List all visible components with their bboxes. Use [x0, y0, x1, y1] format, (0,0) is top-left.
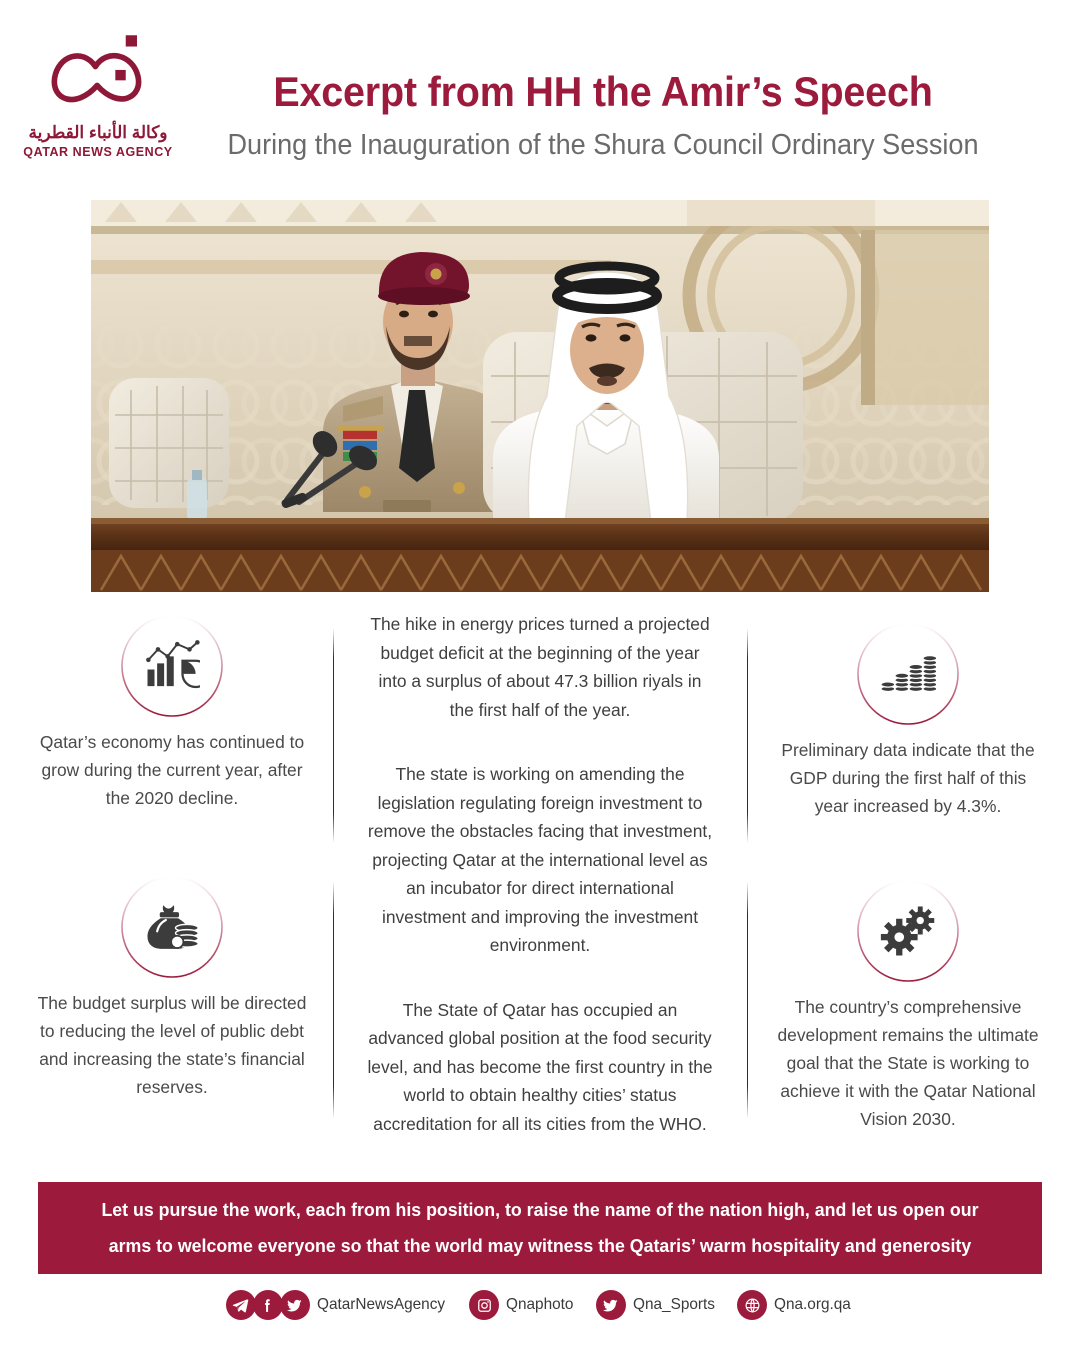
fact-card-budget-surplus — [22, 875, 322, 1102]
right-column — [758, 610, 1058, 1130]
fact-card-vision-2030 — [758, 879, 1058, 1134]
logo-arabic-text: وكالة الأنباء القطرية — [28, 123, 168, 142]
quote-text: Let us pursue the work, each from his position, to raise the name of the nation high, and let us open our arms to welcome everyone so that the world may witness the Qataris’ warm hospitality and generosity — [101, 1199, 979, 1256]
page-subtitle: During the Inauguration of the Shura Council Ordinary Session — [227, 129, 979, 162]
amir-speech-photo — [91, 200, 989, 592]
center-paragraph-investment: The state is working on amending the legislation regulating foreign investment to remove the obstacles facing that investment, projecting Qatar at the international level as an incubator for direct international investment and improving the investment environment. — [367, 764, 713, 956]
title-block — [196, 22, 1080, 164]
instagram-icon[interactable] — [469, 1290, 499, 1320]
fact-text: Preliminary data indicate that the GDP during the first half of this year increased by 4.3%. — [781, 740, 1035, 817]
rising-coin-stacks-glyph — [856, 622, 960, 726]
social-group-qatarnewsagency[interactable] — [226, 1290, 450, 1320]
social-group-qnaphoto[interactable] — [469, 1290, 576, 1320]
divider-segment — [333, 881, 334, 1119]
fact-text: Qatar’s economy has continued to grow during the current year, after the 2020 decline. — [39, 732, 305, 809]
twitter-icon[interactable] — [596, 1290, 626, 1320]
divider-gap — [747, 843, 748, 881]
gears-glyph — [856, 879, 960, 983]
bar-chart-pie-glyph — [120, 614, 224, 718]
social-label: Qnaphoto — [506, 1296, 574, 1313]
center-paragraph-energy: The hike in energy prices turned a projected budget deficit at the beginning of the year into a surplus of about 47.3 billion riyals in the first half of the year. — [370, 614, 710, 720]
photo-illustration — [91, 200, 989, 592]
globe-icon[interactable] — [737, 1290, 767, 1320]
social-label: Qna_Sports — [632, 1296, 715, 1313]
content-grid — [0, 592, 1080, 1134]
facebook-icon[interactable] — [253, 1290, 283, 1320]
center-paragraph-food-security: The State of Qatar has occupied an advanced global position at the food security level, and has become the first country in the world to obtain healthy cities’ status accreditation for all its cities from the WHO. — [367, 999, 713, 1134]
bar-chart-pie-icon — [120, 614, 224, 718]
quote-banner — [38, 1182, 1042, 1274]
fact-card-economy — [22, 614, 322, 813]
fact-text: The country’s comprehensive development remains the ultimate goal that the State is working to achieve it with the Qatar National Vision 2030. — [777, 996, 1039, 1130]
divider-segment — [747, 881, 748, 1119]
fact-text: The budget surplus will be directed to reducing the level of public debt and increasing the state’s financial reserves. — [37, 992, 307, 1098]
twitter-icon[interactable] — [280, 1290, 310, 1320]
fact-card-gdp — [758, 622, 1058, 821]
social-group-qnasports[interactable] — [596, 1290, 718, 1320]
gears-icon — [856, 879, 960, 983]
divider-right — [736, 610, 758, 1122]
telegram-icon[interactable] — [226, 1290, 256, 1320]
divider-left — [322, 610, 344, 1122]
social-label: QatarNewsAgency — [316, 1296, 445, 1313]
page-header — [0, 0, 1080, 198]
logo-english-text: QATAR NEWS AGENCY — [23, 144, 173, 159]
social-group-website[interactable] — [737, 1290, 854, 1320]
qna-logo — [0, 22, 196, 158]
divider-segment — [747, 628, 748, 843]
left-column — [22, 610, 322, 1122]
rising-coin-stacks-icon — [856, 622, 960, 726]
money-bag-coins-glyph — [120, 875, 224, 979]
qna-infinity-logo-icon — [46, 30, 150, 122]
social-footer — [0, 1290, 1080, 1320]
page-title: Excerpt from HH the Amir’s Speech — [273, 68, 933, 115]
money-bag-coins-icon — [120, 875, 224, 979]
center-column — [344, 610, 736, 1134]
social-label: Qna.org.qa — [774, 1296, 851, 1313]
divider-segment — [333, 628, 334, 843]
divider-gap — [333, 843, 334, 881]
